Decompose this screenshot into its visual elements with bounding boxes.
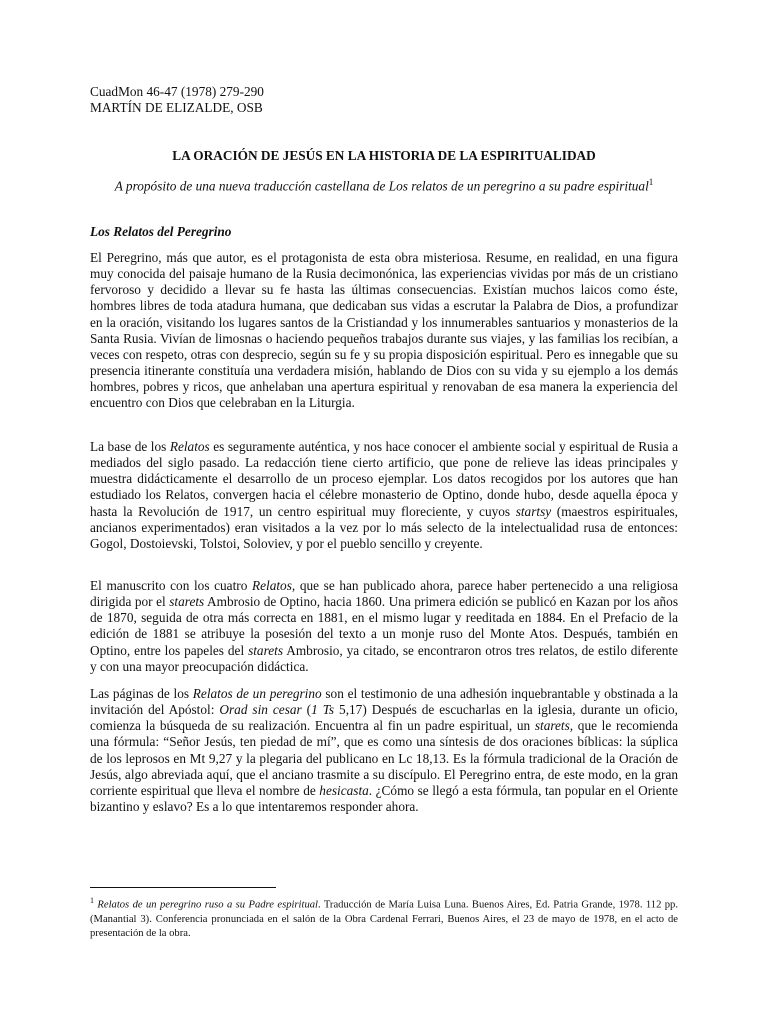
footnote-divider <box>90 887 276 888</box>
article-title: LA ORACIÓN DE JESÚS EN LA HISTORIA DE LA ESPIRITUALIDAD <box>172 148 596 163</box>
text-run: La base de los <box>90 439 170 454</box>
italic-run: Orad sin cesar <box>219 702 302 718</box>
text-run: Las páginas de los <box>90 686 193 701</box>
italic-run: hesicasta <box>319 782 369 798</box>
footnote-text: . Traducción de María Luisa Luna. Buenos Aires, Ed. Patria Grande, 1978. 112 pp. (Manantial 3). Conferencia pronunciada en el salón de la Obra Cardenal Ferrari, Buenos Aires, el 23 de mayo de 1978, en el acto de presentación de la obra. <box>90 899 679 939</box>
footnote-marker: 1 <box>90 896 94 905</box>
section-heading: Los Relatos del Peregrino <box>90 224 232 239</box>
italic-run: starets <box>169 594 205 610</box>
text-run: Ambrosio, ya citado, se encontraron otros tres relatos, de estilo diferente y con una mayor preocupación didáctica. <box>90 642 679 674</box>
citation-line: CuadMon 46-47 (1978) 279-290 <box>90 84 264 99</box>
italic-run: starets, <box>534 718 574 734</box>
paragraph-4 <box>90 686 678 815</box>
footnote <box>90 894 678 941</box>
paragraph-3 <box>90 578 678 675</box>
footnote-reference[interactable]: 1 <box>648 177 654 187</box>
italic-run: Relatos <box>169 439 210 454</box>
text-run: 5,17) Después de escucharlas en la iglesia, durante un oficio, comienza la búsqueda de su realización. Encuentra al fin un padre espiritual, un <box>90 702 678 734</box>
paragraph-1: El Peregrino, más que autor, es el protagonista de esta obra misteriosa. Resume, en realidad, en una figura muy conocida del paisaje humano de la Rusia decimonónica, las experiencias vividas por más de un cristiano fervoroso y decidido a llevar su fe hasta las últimas consecuencias. Existían muchos laicos como éste, hombres libres de toda atadura humana, que dedicaban sus vidas a escrutar la Palabra de Dios, a profundizar en la oración, visitando los lugares santos de la Cristiandad y los innumerables santuarios y monasterios de la Santa Rusia. Vivían de limosnas o haciendo pequeños trabajos durante sus viajes, y las familias los recibían, a veces con respeto, otras con desprecio, según su fe y su propia disposición espiritual. Pero es innegable que su presencia itinerante constituía una verdadera misión, hablando de Dios con su vida y su ejemplo a los demás hombres, pobres y ricos, que anhelaban una apertura espiritual y renovaban de esa manera la experiencia del encuentro con Dios que celebraban en la Liturgia. <box>90 250 678 411</box>
text-run: Ambrosio de Optino, hacia 1860. Una primera edición se publicó en Kazan por los años de 1870, seguida de otra más correcta en 1881, en el mismo lugar y reeditada en 1884. En el Prefacio de la edición de 1881 se atribuye la posesión del texto a un monje ruso del Monte Atos. Después, también en Optino, entre los papeles del <box>90 594 679 658</box>
italic-run: Relatos de un peregrino <box>192 686 322 701</box>
italic-run: starets <box>248 642 284 658</box>
text-run: El manuscrito con los cuatro <box>90 578 252 593</box>
text-run: es seguramente auténtica, y nos hace conocer el ambiente social y espiritual de Rusia a mediados del siglo pasado. La redacción tiene cierto artificio, que pone de relieve las ideas principales y muestra didácticamente el desarrollo de un proceso ejemplar. Los datos recogidos por los autores que han estudiado los Relatos, convergen hacia el célebre monasterio de Optino, donde hubo, desde aquella época y hasta la Revolución de 1917, un centro espiritual muy floreciente, y cuyos <box>90 439 679 519</box>
text-run: que le recomienda una fórmula: “Señor Jesús, ten piedad de mí”, que es como una síntesis de dos oraciones bíblicas: la súplica de los leprosos en Mt 9,27 y la plegaria del publicano en Lc 18,13. Es la fórmula tradicional de la Oración de Jesús, algo abreviada aquí, que el anciano trasmite a su discípulo. El Peregrino entra, de este modo, en la gran corriente espiritual que lleva el nombre de <box>90 718 678 798</box>
text-run: (maestros espirituales, ancianos experimentados) eran visitados a la vez por lo más selecto de la intelectualidad rusa de entonces: Gogol, Dostoievski, Tolstoi, Soloviev, y por el pueblo sencillo y creyente. <box>90 503 678 551</box>
article-subtitle <box>90 174 678 194</box>
italic-run: 1 Ts <box>311 702 335 718</box>
text-run: que se han publicado ahora, parece haber pertenecido a una religiosa dirigida por el <box>90 578 678 610</box>
text-run: . ¿Cómo se llegó a esta fórmula, tan popular en el Oriente bizantino y eslavo? Es a lo que intentaremos responder ahora. <box>90 782 678 815</box>
italic-run: Relatos, <box>251 578 296 593</box>
footnote-book-title: Relatos de un peregrino ruso a su Padre espiritual <box>97 899 318 911</box>
paragraph-2 <box>90 439 678 552</box>
text-run: son el testimonio de una adhesión inquebrantable y obstinada a la invitación del Apóstol: <box>90 686 678 718</box>
text-run: ( <box>301 702 312 718</box>
italic-run: startsy <box>515 503 552 519</box>
author-line: MARTÍN DE ELIZALDE, OSB <box>90 100 263 115</box>
subtitle-text: A propósito de una nueva traducción castellana de Los relatos de un peregrino a su padre espiritual <box>114 178 649 194</box>
